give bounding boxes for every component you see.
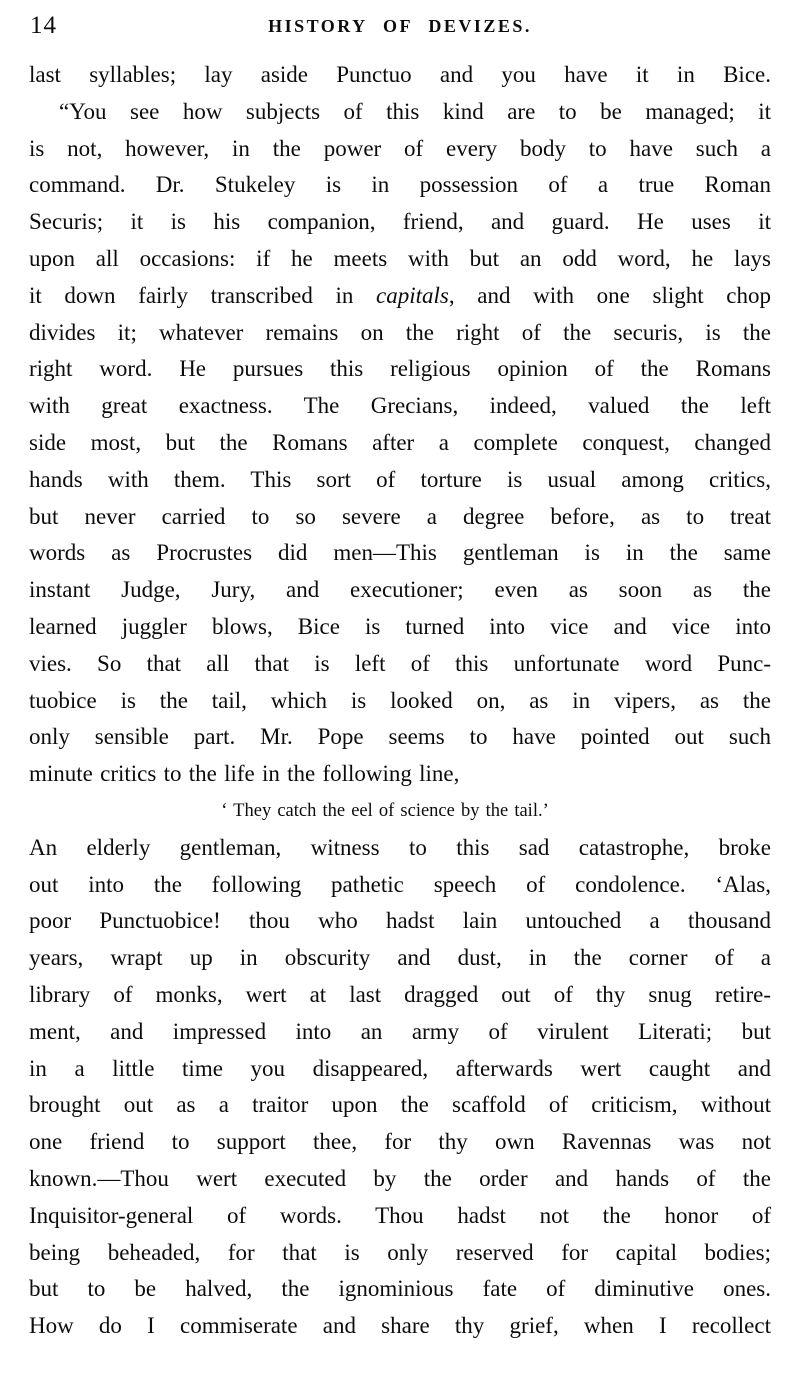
- text-line: being beheaded, for that is only reserved for capital bodies;: [29, 1239, 771, 1265]
- page-number: 14: [30, 12, 57, 39]
- text-line: known.—Thou wert executed by the order and hands of the: [29, 1165, 771, 1191]
- text-line: brought out as a traitor upon the scaffold of criticism, without: [29, 1092, 771, 1118]
- text-line: divides it; whatever remains on the right of the securis, is the: [29, 319, 771, 345]
- text-line: only sensible part. Mr. Pope seems to have pointed out such: [29, 724, 771, 750]
- text-line: is not, however, in the power of every body to have such a: [29, 135, 771, 161]
- text-line: but to be halved, the ignominious fate of diminutive ones.: [29, 1276, 771, 1302]
- text-line: command. Dr. Stukeley is in possession of a true Roman: [29, 172, 771, 198]
- text-line: out into the following pathetic speech of condolence. ‘Alas,: [29, 871, 771, 897]
- text-line: learned juggler blows, Bice is turned into vice and vice into: [29, 613, 771, 639]
- text-line: Securis; it is his companion, friend, and guard. He uses it: [29, 209, 771, 235]
- text-line: An elderly gentleman, witness to this sad catastrophe, broke: [29, 834, 771, 860]
- text-line: with great exactness. The Grecians, indeed, valued the left: [29, 393, 771, 419]
- text-line: years, wrapt up in obscurity and dust, in the corner of a: [29, 945, 771, 971]
- text-line: but never carried to so severe a degree before, as to treat: [29, 503, 771, 529]
- text-line: one friend to support thee, for thy own Ravennas was not: [29, 1129, 771, 1155]
- page-header: [0, 10, 800, 54]
- text-lines: [0, 57, 800, 1345]
- text-line: right word. He pursues this religious opinion of the Romans: [29, 356, 771, 382]
- text-line: ment, and impressed into an army of virulent Literati; but: [29, 1018, 771, 1044]
- quote-line: ‘ They catch the eel of science by the tail.’: [221, 800, 549, 821]
- text-line: How do I commiserate and share thy grief, when I recollect: [29, 1313, 771, 1339]
- text-line: upon all occasions: if he meets with but an odd word, he lays: [29, 245, 771, 271]
- running-title: HISTORY OF DEVIZES.: [268, 16, 532, 36]
- text-line: poor Punctuobice! thou who hadst lain untouched a thousand: [29, 908, 771, 934]
- text-line: words as Procrustes did men—This gentleman is in the same: [29, 540, 771, 566]
- text-line: in a little time you disappeared, afterwards wert caught and: [29, 1055, 771, 1081]
- text-line: tuobice is the tail, which is looked on, as in vipers, as the: [29, 687, 771, 713]
- text-line: it down fairly transcribed in capitals, and with one slight chop: [29, 282, 771, 308]
- text-line: minute critics to the life in the following line,: [29, 761, 460, 787]
- text-line: library of monks, wert at last dragged out of thy snug retire-: [29, 981, 771, 1007]
- text-line: vies. So that all that is left of this unfortunate word Punc-: [29, 650, 771, 676]
- text-line: “You see how subjects of this kind are to be managed; it: [59, 98, 771, 124]
- text-line: instant Judge, Jury, and executioner; even as soon as the: [29, 577, 771, 603]
- text-line: hands with them. This sort of torture is usual among critics,: [29, 466, 771, 492]
- text-line: side most, but the Romans after a complete conquest, changed: [29, 429, 771, 455]
- text-line: last syllables; lay aside Punctuo and you have it in Bice.: [29, 62, 771, 87]
- text-line: Inquisitor-general of words. Thou hadst not the honor of: [29, 1202, 771, 1228]
